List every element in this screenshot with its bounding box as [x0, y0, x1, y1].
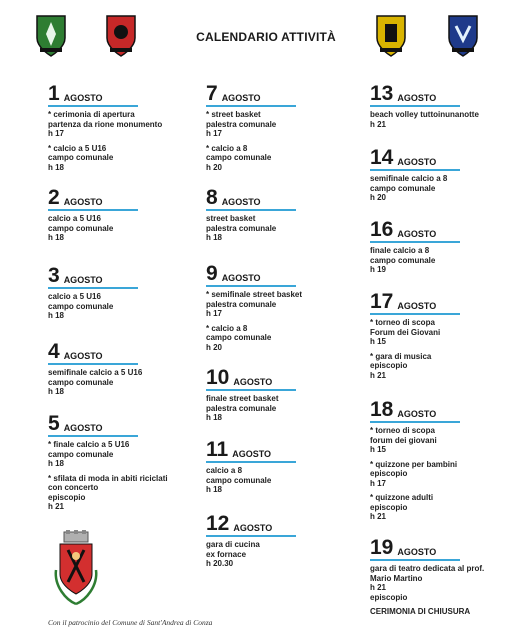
event-detail-line: * gara di musica — [370, 351, 432, 361]
event-detail-line: h 20.30 — [206, 559, 234, 568]
heading-underline — [370, 421, 460, 423]
entry-date-heading — [370, 398, 518, 420]
municipal-coat-of-arms-icon — [52, 530, 100, 610]
month-label: AGOSTO — [397, 93, 437, 103]
event-detail-line: campo comunale — [48, 377, 114, 387]
month-label: AGOSTO — [221, 273, 261, 283]
calendar-entry-day-1 — [48, 82, 198, 172]
day-number: 11 — [206, 438, 229, 461]
event-detail-line: gara di cucina — [206, 540, 260, 549]
event-detail-line: * finale calcio a 5 U16 — [48, 440, 130, 449]
event-detail-line: h 21 — [370, 119, 387, 129]
event-detail-line: h 18 — [206, 413, 223, 422]
event-detail-line: h 20 — [206, 162, 223, 172]
day-number: 19 — [370, 536, 394, 559]
calendar-entry-day-5 — [48, 412, 198, 512]
event-detail-line: Forum dei Giovani — [370, 327, 441, 337]
heading-underline — [206, 535, 296, 537]
event-detail-line: h 21 — [370, 583, 387, 592]
event-detail-line: * torneo di scopa — [370, 318, 435, 327]
entry-date-heading — [206, 186, 356, 208]
event-detail-line: h 17 — [370, 478, 387, 488]
month-label: AGOSTO — [397, 409, 437, 419]
event-detail-line: Mario Martino — [370, 573, 423, 583]
event-detail-line: palestra comunale — [206, 299, 277, 309]
calendar-entry-day-11 — [206, 438, 356, 495]
month-label: AGOSTO — [221, 93, 261, 103]
event-detail-line: h 18 — [206, 233, 223, 242]
event-detail-line: campo comunale — [48, 301, 114, 311]
event-detail-line: episcopio — [370, 592, 408, 602]
event-detail-line: campo comunale — [48, 223, 114, 233]
event-detail-line: episcopio — [370, 469, 408, 478]
entry-date-heading — [206, 366, 356, 388]
event-detail-line: campo comunale — [370, 183, 436, 193]
calendar-entry-day-14 — [370, 146, 518, 203]
heading-underline — [206, 389, 296, 391]
month-label: AGOSTO — [63, 93, 103, 103]
event-detail-line: h 21 — [370, 370, 387, 380]
event-detail-line: * street basket — [206, 110, 261, 119]
event-detail-line: ex fornace — [206, 549, 247, 559]
entry-date-heading — [48, 264, 198, 286]
event-detail-line: calcio a 5 U16 — [48, 292, 101, 301]
event-detail-line: beach volley tuttoinunanotte — [370, 110, 479, 119]
event-detail-line: * torneo di scopa — [370, 426, 435, 435]
event-detail-line: campo comunale — [48, 449, 114, 459]
month-label: AGOSTO — [397, 301, 437, 311]
event-detail-line: episcopio — [370, 502, 408, 512]
event-detail-line: h 17 — [48, 129, 65, 138]
calendar-entry-day-8 — [206, 186, 356, 243]
day-number: 10 — [206, 366, 230, 389]
month-label: AGOSTO — [63, 197, 103, 207]
entry-date-heading — [370, 82, 518, 104]
event-detail-line: * calcio a 8 — [206, 143, 248, 153]
event-detail-line: h 18 — [206, 485, 223, 494]
calendar-entry-day-16 — [370, 218, 518, 275]
event-detail-line: h 21 — [370, 512, 387, 521]
month-label: AGOSTO — [63, 423, 103, 433]
heading-underline — [48, 287, 138, 289]
event-detail-line: h 17 — [206, 309, 223, 318]
event-detail-line: h 20 — [206, 342, 223, 352]
event-detail-line: campo comunale — [48, 153, 114, 162]
red-team-shield-icon — [104, 12, 138, 58]
day-number: 4 — [48, 340, 60, 363]
heading-underline — [48, 363, 138, 365]
day-number: 12 — [206, 512, 230, 535]
heading-underline — [370, 241, 460, 243]
event-detail-line: h 18 — [48, 233, 65, 242]
calendar-entry-day-10 — [206, 366, 356, 423]
month-label: AGOSTO — [63, 351, 103, 361]
month-label: AGOSTO — [397, 229, 437, 239]
event-detail-line: episcopio — [48, 492, 86, 502]
event-detail-line: h 18 — [48, 387, 65, 396]
calendar-entry-day-17 — [370, 290, 518, 380]
event-detail-line: h 18 — [48, 311, 65, 320]
heading-underline — [206, 209, 296, 211]
event-detail-line: palestra comunale — [206, 403, 277, 413]
calendar-entry-day-9 — [206, 262, 356, 352]
heading-underline — [370, 313, 460, 315]
month-label: AGOSTO — [232, 449, 272, 459]
day-number: 5 — [48, 412, 60, 435]
event-detail-line: episcopio — [370, 361, 408, 370]
entry-date-heading — [370, 536, 518, 558]
event-detail-line: * quizzone adulti — [370, 493, 434, 502]
month-label: AGOSTO — [397, 547, 437, 557]
event-detail-line: semifinale calcio a 8 — [370, 174, 448, 183]
entry-date-heading — [370, 218, 518, 240]
entry-date-heading — [206, 512, 356, 534]
event-detail-line: gara di teatro dedicata al prof. — [370, 564, 485, 573]
event-detail-line: * calcio a 8 — [206, 323, 248, 333]
event-detail-line: campo comunale — [206, 333, 272, 342]
heading-underline — [370, 559, 460, 561]
event-detail-line: * quizzone per bambini — [370, 459, 458, 469]
event-detail-line: h 19 — [370, 265, 387, 274]
entry-date-heading — [48, 82, 198, 104]
heading-underline — [48, 209, 138, 211]
entry-date-heading — [48, 412, 198, 434]
day-number: 18 — [370, 398, 394, 421]
entry-date-heading — [48, 186, 198, 208]
event-detail-line: campo comunale — [206, 475, 272, 485]
entry-date-heading — [370, 146, 518, 168]
event-detail-line: * semifinale street basket — [206, 290, 303, 299]
heading-underline — [48, 435, 138, 437]
heading-underline — [370, 169, 460, 171]
event-detail-line: h 18 — [48, 162, 65, 172]
entry-date-heading — [206, 438, 356, 460]
day-number: 17 — [370, 290, 394, 313]
event-detail-line: h 18 — [48, 459, 65, 468]
entry-date-heading — [370, 290, 518, 312]
event-detail-line: * sfilata di moda in abiti riciclati — [48, 473, 168, 483]
month-label: AGOSTO — [63, 275, 103, 285]
page-title: CALENDARIO ATTIVITÀ — [196, 30, 336, 44]
green-team-shield-icon — [34, 12, 68, 58]
entry-date-heading — [48, 340, 198, 362]
event-detail-line: partenza da rione monumento — [48, 119, 163, 129]
event-detail-line: calcio a 8 — [206, 466, 243, 475]
calendar-entry-day-2 — [48, 186, 198, 243]
calendar-entry-day-7 — [206, 82, 356, 172]
calendar-entry-day-4 — [48, 340, 198, 397]
patronage-footer: Con il patrocinio del Comune di Sant'Andrea di Conza — [48, 618, 213, 627]
heading-underline — [370, 105, 460, 107]
event-detail-line: campo comunale — [206, 153, 272, 162]
calendar-entry-day-12 — [206, 512, 356, 569]
event-detail-line: h 17 — [206, 129, 223, 138]
heading-underline — [206, 285, 296, 287]
calendar-entry-day-3 — [48, 264, 198, 321]
month-label: AGOSTO — [397, 157, 437, 167]
event-detail-line: h 21 — [48, 502, 65, 511]
blue-team-shield-icon — [446, 12, 480, 58]
event-detail-line: h 20 — [370, 193, 387, 202]
event-detail-line: street basket — [206, 214, 256, 223]
entry-date-heading — [206, 262, 356, 284]
day-number: 13 — [370, 82, 394, 105]
event-detail-line: h 15 — [370, 445, 387, 454]
month-label: AGOSTO — [233, 523, 273, 533]
day-number: 3 — [48, 264, 60, 287]
event-detail-line: calcio a 5 U16 — [48, 214, 101, 223]
month-label: AGOSTO — [233, 377, 273, 387]
day-number: 7 — [206, 82, 218, 105]
day-number: 1 — [48, 82, 60, 105]
event-detail-line: finale calcio a 8 — [370, 246, 430, 255]
event-detail-line: h 15 — [370, 337, 387, 346]
calendar-entry-day-13 — [370, 82, 518, 129]
heading-underline — [206, 461, 296, 463]
month-label: AGOSTO — [221, 197, 261, 207]
gold-team-shield-icon — [374, 12, 408, 58]
heading-underline — [206, 105, 296, 107]
day-number: 16 — [370, 218, 394, 241]
event-detail-line: * calcio a 5 U16 — [48, 143, 107, 153]
heading-underline — [48, 105, 138, 107]
calendar-entry-day-19 — [370, 536, 518, 617]
event-detail-line: campo comunale — [370, 255, 436, 265]
event-detail-line: palestra comunale — [206, 223, 277, 233]
event-detail-line: semifinale calcio a 5 U16 — [48, 368, 143, 377]
event-detail-line: forum dei giovani — [370, 435, 437, 445]
day-number: 9 — [206, 262, 218, 285]
day-number: 14 — [370, 146, 394, 169]
entry-date-heading — [206, 82, 356, 104]
event-detail-line: con concerto — [48, 483, 99, 492]
event-detail-line: palestra comunale — [206, 119, 277, 129]
event-detail-line: finale street basket — [206, 394, 279, 403]
event-detail-line: * cerimonia di apertura — [48, 110, 135, 119]
calendar-entry-day-18 — [370, 398, 518, 522]
day-number: 8 — [206, 186, 218, 209]
event-detail-line: CERIMONIA DI CHIUSURA — [370, 607, 471, 616]
day-number: 2 — [48, 186, 60, 209]
